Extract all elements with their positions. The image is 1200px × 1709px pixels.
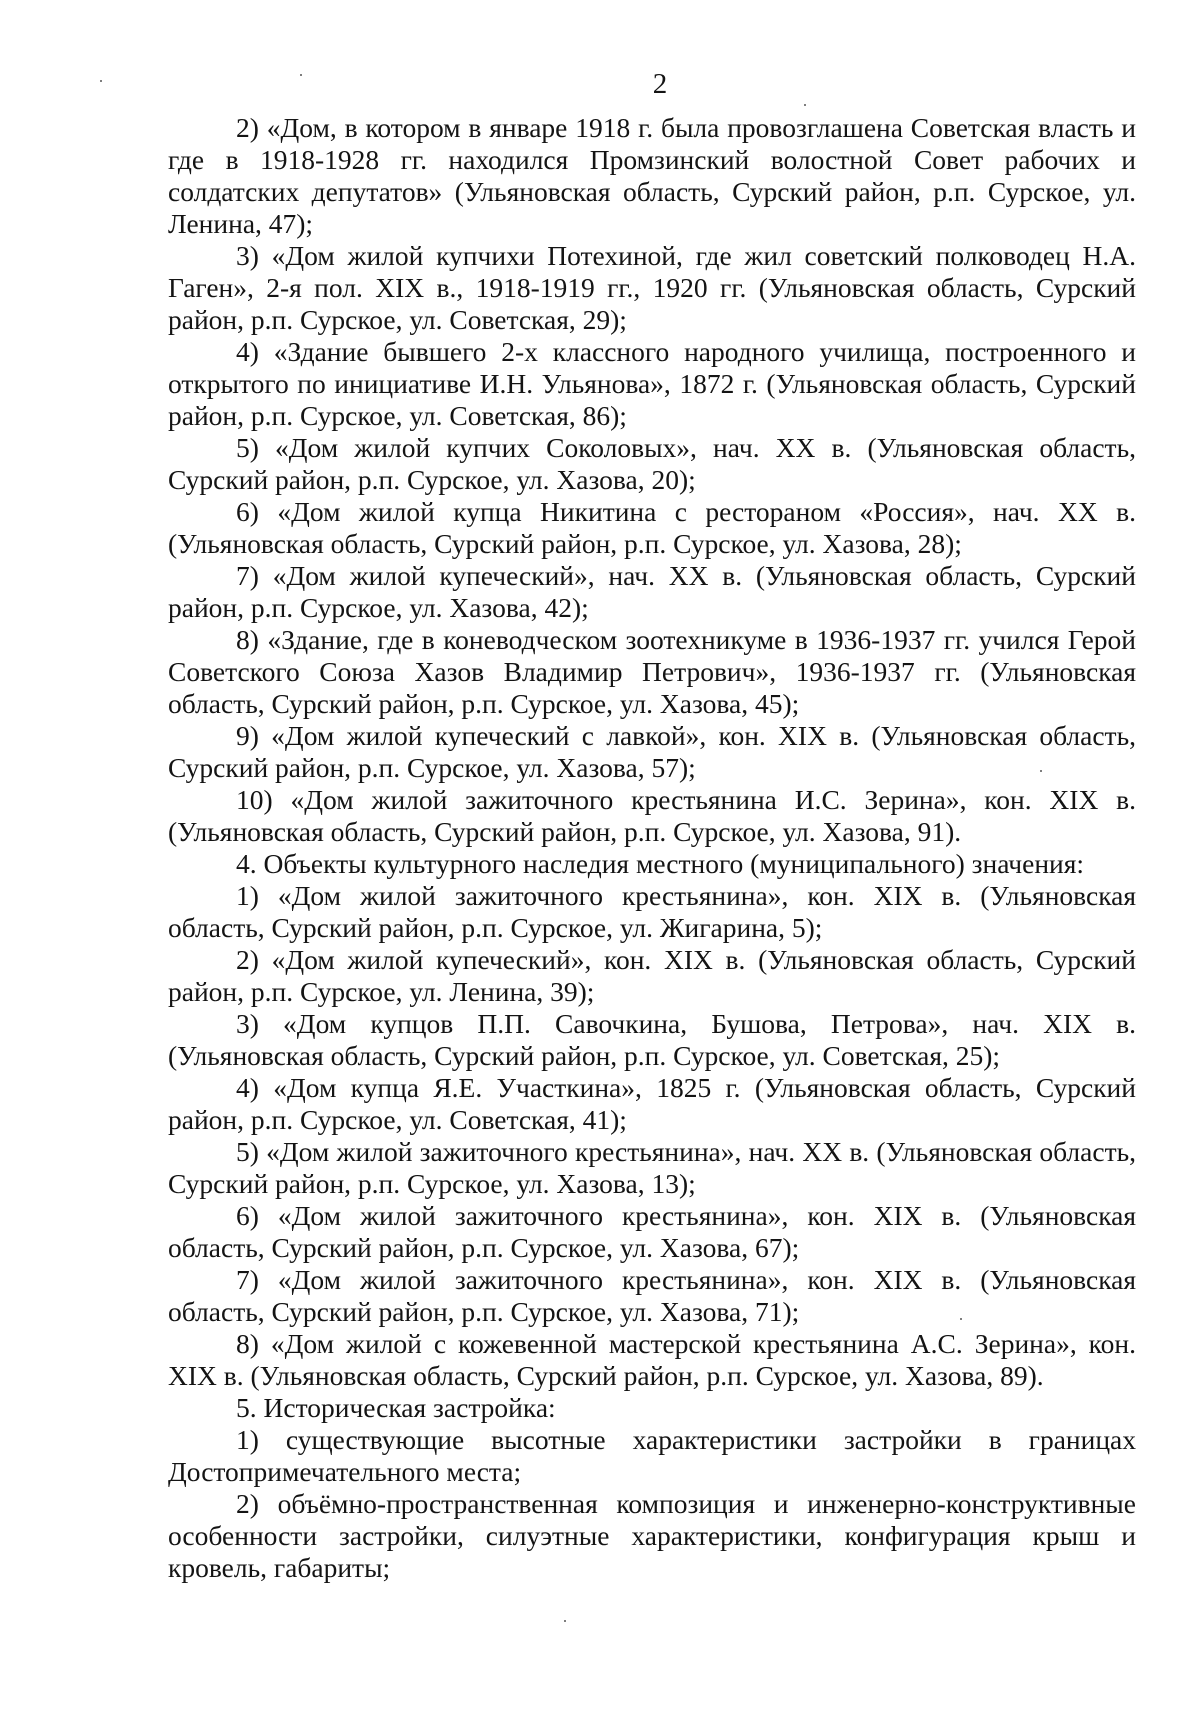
paragraph-local-item-4: 4) «Дом купца Я.Е. Участкина», 1825 г. (Ульяновская область, Сурский район, р.п. Сурское, ул. Советская, 41); [168, 1072, 1136, 1135]
paragraph-item-6-nikitin-house: 6) «Дом жилой купца Никитина с рестораном «Россия», нач. XX в. (Ульяновская область, Сурский район, р.п. Сурское, ул. Хазова, 28); [168, 496, 1136, 559]
paragraph-local-item-6: 6) «Дом жилой зажиточного крестьянина», кон. XIX в. (Ульяновская область, Сурский район, р.п. Сурское, ул. Хазова, 67); [168, 1200, 1136, 1263]
paragraph-local-item-8: 8) «Дом жилой с кожевенной мастерской крестьянина А.С. Зерина», кон. XIX в. (Ульяновская область, Сурский район, р.п. Сурское, ул. Хазова, 89). [168, 1328, 1136, 1391]
paragraph-local-item-5: 5) «Дом жилой зажиточного крестьянина», нач. XX в. (Ульяновская область, Сурский район, р.п. Сурское, ул. Хазова, 13); [168, 1136, 1136, 1199]
paragraph-local-item-1: 1) «Дом жилой зажиточного крестьянина», кон. XIX в. (Ульяновская область, Сурский район, р.п. Сурское, ул. Жигарина, 5); [168, 880, 1136, 943]
scan-speck [804, 104, 806, 106]
page-number: 2 [652, 68, 668, 100]
paragraph-item-8-zootechnical-school: 8) «Здание, где в коневодческом зоотехникуме в 1936-1937 гг. учился Герой Советского Союза Хазов Владимир Петрович», 1936-1937 гг. (Ульяновская область, Сурский район, р.п. Сурское, ул. Хазова, 45); [168, 624, 1136, 719]
paragraph-item-9-merchant-house-shop: 9) «Дом жилой купеческий с лавкой», кон. XIX в. (Ульяновская область, Сурский район, р.п. Сурское, ул. Хазова, 57); [168, 720, 1136, 783]
scan-speck [1040, 770, 1042, 772]
paragraph-item-2-house-soviet-power: 2) «Дом, в котором в январе 1918 г. была провозглашена Советская власть и где в 1918-1928 гг. находился Промзинский волостной Совет рабочих и солдатских депутатов» (Ульяновская область, Сурский район, р.п. Сурское, ул. Ленина, 47); [168, 112, 1136, 239]
paragraph-local-item-3: 3) «Дом купцов П.П. Савочкина, Бушова, Петрова», нач. XIX в. (Ульяновская область, Сурский район, р.п. Сурское, ул. Советская, 25); [168, 1008, 1136, 1071]
paragraph-historic-item-2: 2) объёмно-пространственная композиция и инженерно-конструктивные особенности застройки, силуэтные характеристики, конфигурация крыш и кровель, габариты; [168, 1488, 1136, 1583]
paragraph-item-5-sokolov-house: 5) «Дом жилой купчих Соколовых», нач. XX в. (Ульяновская область, Сурский район, р.п. Сурское, ул. Хазова, 20); [168, 432, 1136, 495]
document-body [168, 112, 1136, 1584]
section-heading-local-heritage: 4. Объекты культурного наследия местного (муниципального) значения: [236, 848, 1085, 879]
paragraph-item-7-merchant-house: 7) «Дом жилой купеческий», нач. XX в. (Ульяновская область, Сурский район, р.п. Сурское, ул. Хазова, 42); [168, 560, 1136, 623]
section-heading-historic-buildings: 5. Историческая застройка: [236, 1392, 556, 1423]
paragraph-item-4-school-building: 4) «Здание бывшего 2-х классного народного училища, построенного и открытого по инициативе И.Н. Ульянова», 1872 г. (Ульяновская область, Сурский район, р.п. Сурское, ул. Советская, 86); [168, 336, 1136, 431]
paragraph-item-3-potekhina-house: 3) «Дом жилой купчихи Потехиной, где жил советский полководец Н.А. Гаген», 2-я пол. XIX в., 1918-1919 гг., 1920 гг. (Ульяновская область, Сурский район, р.п. Сурское, ул. Советская, 29); [168, 240, 1136, 335]
paragraph-item-10-zerin-house: 10) «Дом жилой зажиточного крестьянина И.С. Зерина», кон. XIX в. (Ульяновская область, Сурский район, р.п. Сурское, ул. Хазова, 91). [168, 784, 1136, 847]
paragraph-local-item-7: 7) «Дом жилой зажиточного крестьянина», кон. XIX в. (Ульяновская область, Сурский район, р.п. Сурское, ул. Хазова, 71); [168, 1264, 1136, 1327]
paragraph-historic-item-1: 1) существующие высотные характеристики застройки в границах Достопримечательного места; [168, 1424, 1136, 1487]
scan-speck [564, 1620, 566, 1622]
scan-speck [960, 1318, 962, 1320]
scan-speck [300, 74, 302, 76]
paragraph-local-item-2: 2) «Дом жилой купеческий», кон. XIX в. (Ульяновская область, Сурский район, р.п. Сурское, ул. Ленина, 39); [168, 944, 1136, 1007]
scan-speck [100, 80, 102, 82]
